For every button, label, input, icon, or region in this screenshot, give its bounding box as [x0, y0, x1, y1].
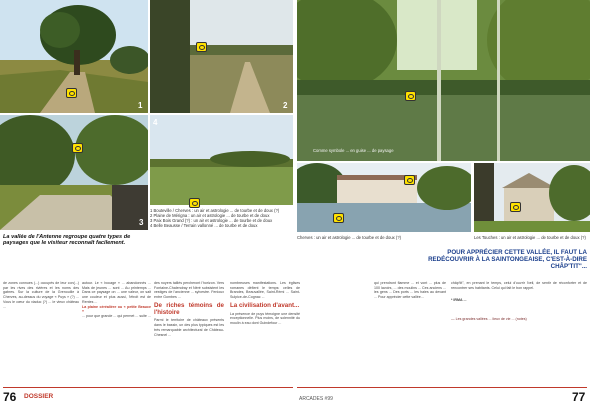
photo-chateau-mill	[297, 163, 471, 232]
article-text: autour. Le « bocage » ... abandonnés ... Mais de jeunes ... sont ... Au printemps ... Dans ce paysage on ... une valeur, on sait une couleur et plus aussi, l'étroit est de Rentes ...	[82, 281, 151, 304]
article-text: ... pour que grande ... qui permet ... suite ...	[82, 313, 151, 318]
photo-flat-plain	[150, 0, 293, 113]
article-notes: — Les grandes vallées ... lieux de vie ... (notes)	[451, 317, 527, 322]
map-marker-icon[interactable]	[404, 175, 415, 185]
magazine-folio: ARCADES #99	[299, 396, 333, 402]
photo-number: 4	[153, 118, 158, 127]
photo-number: 3	[139, 218, 144, 227]
photo-caption: 4 Belle Beausse / Terrain vallonné ... de tourbe et de doux	[150, 223, 258, 228]
text-column	[230, 281, 300, 386]
article-signature: * IRMA ...	[451, 298, 467, 303]
page-number-right: 77	[572, 390, 586, 404]
photo-number: 2	[283, 101, 288, 110]
photo-caption: Comme symbole ... en guise ... de paysage	[313, 148, 394, 153]
page-number-left: 76	[3, 390, 17, 404]
photo-hedges-lane	[0, 115, 148, 230]
photo-caption: Cherves : un air et astrologie ... de tourbe et de doux (?)	[297, 235, 402, 240]
article-text: des noyers taillés percheront l'horizon. Vers Fontaine-Chalendray et Néré subsistent les vestiges de l'ancienne ... sylvestre. Fenioux entre Gombes ...	[154, 281, 224, 300]
feature-quote: POUR APPRÉCIER CETTE VALLÉE, IL FAUT LA REDÉCOUVRIR À LA SAINTONGEAISE, C'EST-À-DIRE CHÂP'TIT"...	[428, 249, 587, 271]
section-label: DOSSIER	[24, 393, 54, 400]
footer-rule	[3, 387, 293, 388]
article-text: Parmi le territoire de châteaux présents dans le bassin, un des plus typiques est les très remarquable architectural de Château-Chesnel ...	[154, 318, 224, 337]
photo-caption: Les Touches : un air et astrologie ... de tourbe et de doux (?)	[474, 235, 586, 240]
article-heading: La civilisation d'avant...	[230, 301, 300, 309]
text-column	[154, 281, 224, 386]
article-text: châp'tit", en prenant le temps, celui d'ouvrir l'œil, de sentir de réconforter et de rencontrer ses habitants. Celui qui fait le bon rappel.	[451, 281, 587, 290]
article-heading: De riches témoins de l'histoire	[154, 301, 224, 316]
photo-caption: 2 Plaine de Mérigna : un air et astrologie ... de tourbe et de doux	[150, 213, 270, 218]
map-marker-icon[interactable]	[196, 42, 207, 52]
article-text: qui prendront flamme ... et vont ... plus de 100 lavoirs, ... des moulins ... Ces anciens ... les gens ... Des ports ... les haies au devant ... Pour apprécier cette vallée...	[374, 281, 446, 300]
article-text: La présence de puys témoigne une densité exceptionnelle. Plus moins, de solennité du moulin à eau dont Guindefour ...	[230, 311, 300, 326]
map-marker-icon[interactable]	[510, 202, 521, 212]
photo-cereal-plain	[150, 115, 293, 205]
map-marker-icon[interactable]	[66, 88, 77, 98]
text-column	[374, 281, 446, 386]
map-marker-icon[interactable]	[405, 91, 416, 101]
footer-rule	[297, 387, 587, 388]
photo-river	[297, 0, 590, 161]
photo-caption: 1 Bouteville / Cherves : un air et astrologie ... de tourbe et de doux (?)	[150, 208, 280, 213]
photo-caption: 3 Paix Bois Grand (?) : un air et astrologie ... de tourbe et de doux	[150, 218, 273, 223]
photo-number: 1	[138, 101, 143, 110]
article-text: de zones connues (...) occupés de leur con(...) par les rives des rivières et les noms des gabres. Sur la culture de la Grenouille à Cherves, au-dessus du voyage « Puys » (?) ... Vous le cœur du viaduc (?) ... le vieux château ...	[3, 281, 79, 309]
text-column	[451, 281, 587, 386]
article-text: nombreuses manifestations. Les églises romanes défient le temps: celles de Brandes, Beauvallée, Saint-Rémi ... Saint-Sulpice-de-Cognac ...	[230, 281, 300, 300]
text-column	[3, 281, 79, 386]
map-marker-icon[interactable]	[189, 198, 200, 208]
map-marker-icon[interactable]	[72, 143, 83, 153]
map-marker-icon[interactable]	[333, 213, 344, 223]
article-subhead: La plaine céréalière ou « petite Beauce »	[82, 304, 151, 314]
photo-church	[474, 163, 590, 232]
pull-quote: La vallée de l'Antenne regroupe quatre types de paysages que le visiteur reconnaît facilement.	[3, 234, 131, 247]
text-column	[82, 281, 151, 386]
